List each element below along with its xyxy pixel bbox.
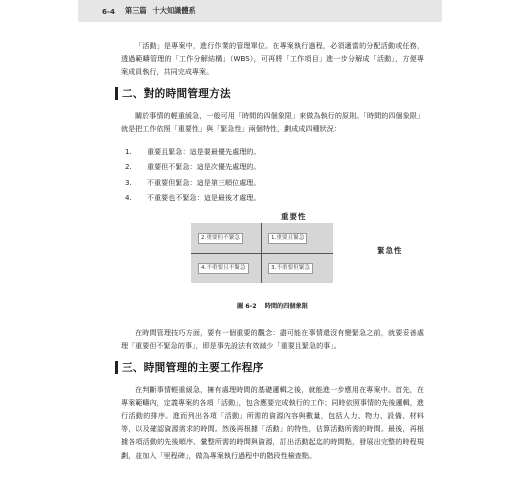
list-item	[121, 190, 424, 205]
list-item-text: 重要且緊急：這是要最優先處理的。	[147, 147, 261, 157]
section-title: 二、對的時間管理方法	[122, 87, 231, 100]
quadrant-1-label: 1.重要且緊急	[268, 233, 307, 244]
list-item-number: 1.	[125, 147, 132, 157]
heading-bar-icon	[115, 87, 118, 100]
figure-caption	[121, 301, 424, 310]
part-label: 第三篇	[125, 6, 147, 15]
book-page	[78, 0, 442, 500]
list-item	[121, 159, 424, 174]
quadrant-3-label: 3.不重要但緊急	[268, 263, 313, 274]
y-axis-label: 重要性	[281, 212, 307, 222]
quadrant-figure	[121, 211, 424, 295]
x-axis-label: 緊急性	[377, 246, 403, 256]
quadrant-2-label: 2.重要但不緊急	[198, 233, 243, 244]
list-item-text: 重要但不緊急：這是次優先處理的。	[147, 162, 261, 172]
page-number: 6-4	[102, 6, 115, 16]
horizontal-axis	[191, 253, 333, 254]
figure-caption-text: 時間的四個象限	[264, 303, 308, 311]
list-item-text: 不重要也不緊急：這是最後才處理。	[147, 192, 261, 202]
section3-paragraph: 在判斷事情輕重緩急，擁有處理時間的基礎邏輯之後，就能進一步應用在專案中。首先，在專案範疇內，定義專案的各項「活動」，包含應要完成執行的工作；同時依照事情的先後邏輯，進行活動的排序。進而列出各項「活動」所需的資源內容與數量，包括人力、物力、設備、材料等，以及確認資源需求的時間。然後再根據「活動」的特性，估算活動所需的時間。最後，再根據各項活動的先後順序、彙整所需的時間與資源，訂出活動起迄的時間點，發展出完整的時程規劃，並加入「里程碑」，做為專案執行過程中的階段性檢查點。	[121, 384, 424, 460]
list-item-number: 4.	[125, 192, 132, 202]
section2-paragraph: 關於事情的輕重緩急，一般可用「時間的四個象限」來做為執行的原則。「時間的四個象限」就是把工作依照「重要性」與「緊急性」兩個特性，劃成成四種狀況：	[121, 110, 424, 133]
chapter-label: 十大知識體系	[152, 6, 196, 15]
page-content	[121, 39, 424, 462]
intro-paragraph: 「活動」是專案中，進行作業的管理單位。在專案執行過程，必須適當的分配活動或任務，透過範疇管理的「工作分解結構」（WBS），可再將「工作項目」進一步分解成「活動」，方便專案成員執行，共同完成專案。	[121, 41, 424, 77]
section-heading-3	[115, 360, 424, 375]
heading-bar-icon	[115, 361, 118, 374]
section-heading-2	[115, 86, 424, 101]
list-item-number: 3.	[125, 177, 132, 187]
after-figure-paragraph: 在時間管理技巧方面，要有一個重要的觀念：盡可能在事情還沒有變緊急之前，就要妥善處理「重要但不緊急的事」，即是事先設法有效減少「重要且緊急的事」。	[121, 328, 424, 351]
list-item	[121, 144, 424, 159]
list-item-text: 不重要但緊急：這是第三順位處理。	[147, 177, 261, 187]
list-item	[121, 175, 424, 190]
list-item-number: 2.	[125, 162, 132, 172]
priority-list	[121, 144, 424, 205]
quadrant-4-label: 4.不重要且不緊急	[198, 263, 249, 274]
page-header	[78, 0, 442, 22]
figure-number: 圖 6-2	[237, 303, 257, 311]
section-title: 三、時間管理的主要工作程序	[122, 361, 264, 374]
